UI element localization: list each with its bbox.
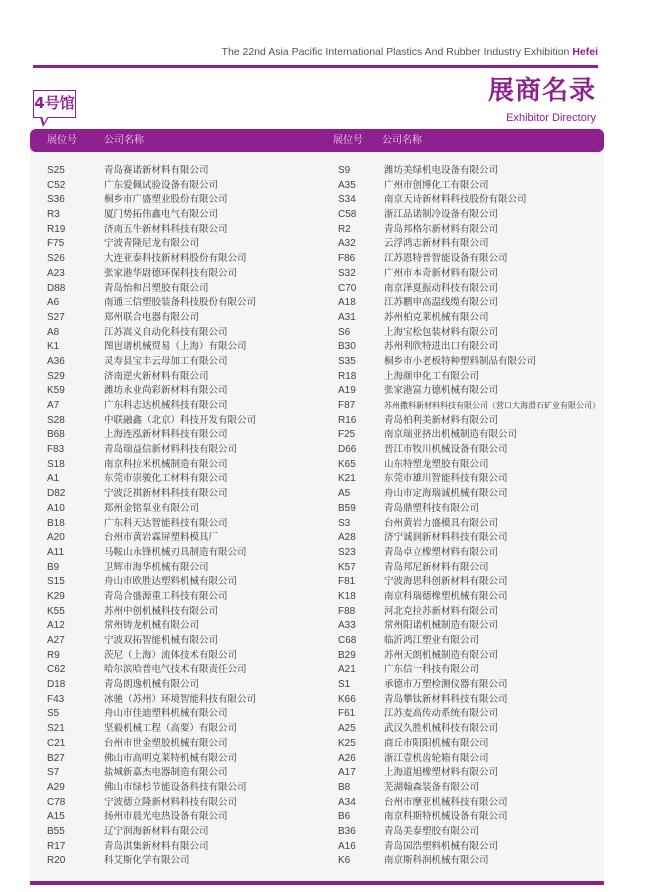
company-name: 青岛柏利美新材料有限公司 <box>384 414 499 426</box>
booth-number: A33 <box>338 620 356 632</box>
booth-number: A21 <box>338 664 356 676</box>
booth-number: B9 <box>47 561 60 573</box>
company-name: 宁波泛祺新材料科技有限公司 <box>104 488 228 500</box>
booth-number: R16 <box>338 414 357 426</box>
booth-number: S27 <box>47 311 65 323</box>
company-name: 张家港华尉德环保科技有限公司 <box>104 267 238 279</box>
company-name: 宁波青隆尼龙有限公司 <box>104 238 200 250</box>
company-name: 大连亚泰科技新材料股份有限公司 <box>104 253 247 265</box>
booth-number: A10 <box>47 502 65 514</box>
company-name: 济南逆火新材料有限公司 <box>104 370 209 382</box>
company-name: 江苏鹏申高温线缆有限公司 <box>384 297 499 309</box>
booth-number: A23 <box>47 267 65 279</box>
company-name: 哈尔滨哈普电气技术有限责任公司 <box>104 664 247 676</box>
booth-number: S1 <box>338 679 351 691</box>
booth-number: R9 <box>47 649 60 661</box>
company-name: 青岛朗逸机械有限公司 <box>104 679 200 691</box>
booth-number: A32 <box>338 238 356 250</box>
company-name: 上海颜申化工有限公司 <box>384 370 480 382</box>
booth-number: S18 <box>47 458 65 470</box>
exhibition-title <box>222 46 598 59</box>
booth-number: C21 <box>47 737 66 749</box>
company-name: 青岛瑞益信新材料科技有限公司 <box>104 444 238 456</box>
company-name: 坚毅机械工程（高要）有限公司 <box>104 723 238 735</box>
booth-number: S7 <box>47 767 60 779</box>
booth-number: S36 <box>47 194 65 206</box>
booth-number: A16 <box>338 840 356 852</box>
company-name: 舟山市佳迪塑料机械有限公司 <box>104 708 228 720</box>
footer-bar <box>30 881 604 885</box>
booth-number: S26 <box>47 253 65 265</box>
booth-number: A36 <box>47 355 65 367</box>
company-name: 苏州利欣特进出口有限公司 <box>384 341 499 353</box>
booth-number: C70 <box>338 282 357 294</box>
company-name: 江苏恩特普智能设备有限公司 <box>384 253 508 265</box>
booth-number: B36 <box>338 825 356 837</box>
company-name: 青岛鼎塑科技有限公司 <box>384 502 480 514</box>
company-name: 济南五牛新材料科技有限公司 <box>104 223 228 235</box>
company-name: 河北克拉苏新材料有限公司 <box>384 605 499 617</box>
company-name: 南京泽夏振动科技有限公司 <box>384 282 499 294</box>
exhibitor-table <box>30 129 604 881</box>
header-company-left: 公司名称 <box>104 135 144 146</box>
booth-number: A29 <box>47 781 65 793</box>
company-name: 上海宝松包装材料有限公司 <box>384 326 499 338</box>
company-name: 南京科斯特机械设备有限公司 <box>384 811 508 823</box>
company-name: 承德市万塑检测仪器有限公司 <box>384 679 508 691</box>
company-name: 舟山市定海瑞诚机械有限公司 <box>384 488 508 500</box>
booth-number: F75 <box>47 238 65 250</box>
booth-number: C58 <box>338 209 357 221</box>
booth-number: B55 <box>47 825 65 837</box>
company-name: 图岜谱机械贸易（上海）有限公司 <box>104 341 247 353</box>
company-name: 冰驰（苏州）环境智能科技有限公司 <box>104 693 257 705</box>
company-name: 东莞市崇骏化工材料有限公司 <box>104 473 228 485</box>
company-name: 科艾斯化学有限公司 <box>104 855 190 867</box>
booth-number: B27 <box>47 752 65 764</box>
booth-number: A25 <box>338 723 356 735</box>
company-name: 云浮鸿志新材料有限公司 <box>384 238 489 250</box>
company-name: 桐乡市广盛塑业股份有限公司 <box>104 194 228 206</box>
directory-title-en: Exhibitor Directory <box>506 112 596 124</box>
company-name: 山东特塑龙塑胶有限公司 <box>384 458 489 470</box>
booth-number: A8 <box>47 326 60 338</box>
booth-number: C78 <box>47 796 66 808</box>
company-name: 盐城新嘉杰电器制造有限公司 <box>104 767 228 779</box>
booth-number: A5 <box>338 488 351 500</box>
booth-number: A7 <box>47 400 60 411</box>
company-name: 东莞市雄川智能科技有限公司 <box>384 473 508 485</box>
exhibition-city: Hefei <box>572 46 598 58</box>
company-name: 上海道旭橡塑材料有限公司 <box>384 767 499 779</box>
booth-number: K1 <box>47 341 60 353</box>
booth-number: S3 <box>338 517 351 529</box>
company-name: 青岛淇集新材料有限公司 <box>104 840 209 852</box>
company-name: 江苏麦高传动系统有限公司 <box>384 708 499 720</box>
booth-number: R19 <box>47 223 66 235</box>
booth-number: A34 <box>338 796 356 808</box>
booth-number: K57 <box>338 561 356 573</box>
booth-number: A17 <box>338 767 356 779</box>
booth-number: A19 <box>338 385 356 397</box>
booth-number: A27 <box>47 635 65 646</box>
company-name: 广东爱佩试验设备有限公司 <box>104 179 219 191</box>
company-name: 马鞍山永锋机械刃具制造有限公司 <box>104 546 247 558</box>
header-booth-right: 展位号 <box>333 135 363 146</box>
booth-number: F25 <box>338 429 356 441</box>
company-name: 茨尼（上海）流体技术有限公司 <box>104 649 238 661</box>
booth-number: A20 <box>47 532 65 544</box>
company-name: 南京科瑞德橡塑机械有限公司 <box>384 590 508 602</box>
header-booth-left: 展位号 <box>47 135 77 146</box>
company-name: 宁波海思科创新材料有限公司 <box>384 576 508 588</box>
company-name: 宁波德立隆新材料科技有限公司 <box>104 796 238 808</box>
company-name: 台州市摩亚机械科技有限公司 <box>384 796 508 808</box>
company-name: 南京科拉米机械制造有限公司 <box>104 458 228 470</box>
booth-number: B29 <box>338 649 356 661</box>
company-name: 浙江壹机齿轮箱有限公司 <box>384 752 489 764</box>
company-name: 青岛怡和吕塑胶有限公司 <box>104 282 209 294</box>
table-header <box>30 129 604 152</box>
company-name: 宁波双拓智能机械有限公司 <box>104 635 219 646</box>
booth-number: C62 <box>47 664 66 676</box>
company-name: 临沂鸿江塑业有限公司 <box>384 635 480 646</box>
booth-number: B6 <box>338 811 351 823</box>
company-name: 郑州联合电器有限公司 <box>104 311 200 323</box>
company-name: 广州市创博化工有限公司 <box>384 179 489 191</box>
company-name: 卫辉市海华机械有限公司 <box>104 561 209 573</box>
company-name: 辽宁润海新材料有限公司 <box>104 825 209 837</box>
booth-number: S5 <box>47 708 60 720</box>
booth-number: A26 <box>338 752 356 764</box>
company-name: 舟山市欧胜达塑料机械有限公司 <box>104 576 238 588</box>
company-name: 青岛攀钛新材料科技有限公司 <box>384 693 508 705</box>
booth-number: S9 <box>338 165 351 176</box>
company-name: 台州市黄岩霖屏塑料模具厂 <box>104 532 219 544</box>
booth-number: K6 <box>338 855 351 867</box>
company-name: 郑州金铭泵业有限公司 <box>104 502 200 514</box>
booth-number: S21 <box>47 723 65 735</box>
booth-number: S6 <box>338 326 351 338</box>
booth-number: S25 <box>47 165 65 176</box>
booth-number: A12 <box>47 620 65 632</box>
booth-number: R18 <box>338 370 357 382</box>
company-name: 青岛国浩塑料机械有限公司 <box>384 840 499 852</box>
booth-number: F88 <box>338 605 356 617</box>
company-name: 台州黄岩力盛模具有限公司 <box>384 517 499 529</box>
company-name: 南京瑞亚挤出机械制造有限公司 <box>384 429 518 441</box>
company-name: 中联融鑫（北京）科技开发有限公司 <box>104 414 257 426</box>
booth-number: A1 <box>47 473 60 485</box>
booth-number: K25 <box>338 737 356 749</box>
booth-number: A18 <box>338 297 356 309</box>
booth-number: S32 <box>338 267 356 279</box>
booth-number: K59 <box>47 385 65 397</box>
header-company-right: 公司名称 <box>382 135 422 146</box>
company-name: 张家港富力德机械有限公司 <box>384 385 499 397</box>
company-name: 常州铸龙机械有限公司 <box>104 620 200 632</box>
company-name: 商丘市阳阳机械有限公司 <box>384 737 489 749</box>
booth-number: F86 <box>338 253 356 265</box>
hall-badge: 4号馆 <box>33 90 76 118</box>
booth-number: A6 <box>47 297 60 309</box>
booth-number: S34 <box>338 194 356 206</box>
booth-number: K65 <box>338 458 356 470</box>
booth-number: D66 <box>338 444 357 456</box>
company-name: 青岛卓立橡塑材料有限公司 <box>384 546 499 558</box>
company-name: 台州市世金塑胶机械有限公司 <box>104 737 228 749</box>
booth-number: A28 <box>338 532 356 544</box>
header-divider <box>33 65 598 68</box>
company-name: 青岛合盛源重工科技有限公司 <box>104 590 228 602</box>
company-name: 江苏嵩义自动化科技有限公司 <box>104 326 228 338</box>
booth-number: K18 <box>338 590 356 602</box>
company-name: 灵寿县宝丰云母加工有限公司 <box>104 355 228 367</box>
company-name: 青岛邦格尔新材料有限公司 <box>384 223 499 235</box>
company-name: 佛山市高明克莱特机械有限公司 <box>104 752 238 764</box>
booth-number: D18 <box>47 679 66 691</box>
company-name: 上海连泓新材料科技有限公司 <box>104 429 228 441</box>
company-name: 潍坊美绿机电设备有限公司 <box>384 165 499 176</box>
booth-number: B18 <box>47 517 65 529</box>
booth-number: C68 <box>338 635 357 646</box>
booth-number: B59 <box>338 502 356 514</box>
company-name: 晋江市牧川机械设备有限公司 <box>384 444 508 456</box>
booth-number: R17 <box>47 840 66 852</box>
company-name: 苏州柏克莱机械有限公司 <box>384 311 489 323</box>
company-name: 青岛邦尼新材料有限公司 <box>384 561 489 573</box>
company-name: 青岛美泰塑胶有限公司 <box>384 825 480 837</box>
company-name: 青岛赛诺新材料有限公司 <box>104 165 209 176</box>
company-name: 芜湖翰森装备有限公司 <box>384 781 480 793</box>
booth-number: S29 <box>47 370 65 382</box>
booth-number: A11 <box>47 546 65 558</box>
company-name: 广州市本奇新材料有限公司 <box>384 267 499 279</box>
booth-number: F81 <box>338 576 356 588</box>
booth-number: K21 <box>338 473 356 485</box>
company-name: 南京斯科润机械有限公司 <box>384 855 489 867</box>
exhibition-name: The 22nd Asia Pacific International Plastics And Rubber Industry Exhibition <box>221 46 573 58</box>
booth-number: S28 <box>47 414 65 426</box>
booth-number: A31 <box>338 311 356 323</box>
booth-number: R3 <box>47 209 60 221</box>
booth-number: D82 <box>47 488 66 500</box>
booth-number: R20 <box>47 855 66 867</box>
booth-number: C52 <box>47 179 66 191</box>
company-name: 常州阳诺机械制造有限公司 <box>384 620 499 632</box>
booth-number: S23 <box>338 546 356 558</box>
company-name: 广东科天达智能科技有限公司 <box>104 517 228 529</box>
company-name: 南通三信塑胶装备科技股份有限公司 <box>104 297 257 309</box>
booth-number: B68 <box>47 429 65 441</box>
company-name: 济宁诚润新材料科技有限公司 <box>384 532 508 544</box>
company-name: 南京天诗新材料科技股份有限公司 <box>384 194 527 206</box>
booth-number: F87 <box>338 400 356 411</box>
company-name: 浙江品诺制冷设备有限公司 <box>384 209 499 221</box>
company-name: 苏州中创机械科技有限公司 <box>104 605 219 617</box>
booth-number: A15 <box>47 811 65 823</box>
company-name: 苏州撒科新材料科技有限公司（营口大海滑石矿业有限公司） <box>384 401 600 410</box>
booth-number: B30 <box>338 341 356 353</box>
booth-number: A35 <box>338 179 356 191</box>
directory-title-cn: 展商名录 <box>487 76 596 106</box>
company-name: 武汉久胜机械科技有限公司 <box>384 723 499 735</box>
company-name: 广东科志达机械科技有限公司 <box>104 400 228 411</box>
booth-number: F61 <box>338 708 356 720</box>
booth-number: S15 <box>47 576 65 588</box>
booth-number: F83 <box>47 444 65 456</box>
company-name: 桐乡市小老板特种塑料制品有限公司 <box>384 355 537 367</box>
company-name: 潍坊永业尚彩新材料有限公司 <box>104 385 228 397</box>
company-name: 扬州市晨光电热设备有限公司 <box>104 811 228 823</box>
booth-number: K29 <box>47 590 65 602</box>
company-name: 苏州天朗机械制造有限公司 <box>384 649 499 661</box>
booth-number: D88 <box>47 282 66 294</box>
company-name: 广东信一科技有限公司 <box>384 664 480 676</box>
hall-badge-tail-inner <box>42 116 48 123</box>
company-name: 佛山市绿杉节能设备科技有限公司 <box>104 781 247 793</box>
booth-number: K55 <box>47 605 65 617</box>
booth-number: B8 <box>338 781 351 793</box>
booth-number: K66 <box>338 693 356 705</box>
booth-number: F43 <box>47 693 65 705</box>
booth-number: S35 <box>338 355 356 367</box>
booth-number: R2 <box>338 223 351 235</box>
company-name: 厦门势拓伟鑫电气有限公司 <box>104 209 219 221</box>
